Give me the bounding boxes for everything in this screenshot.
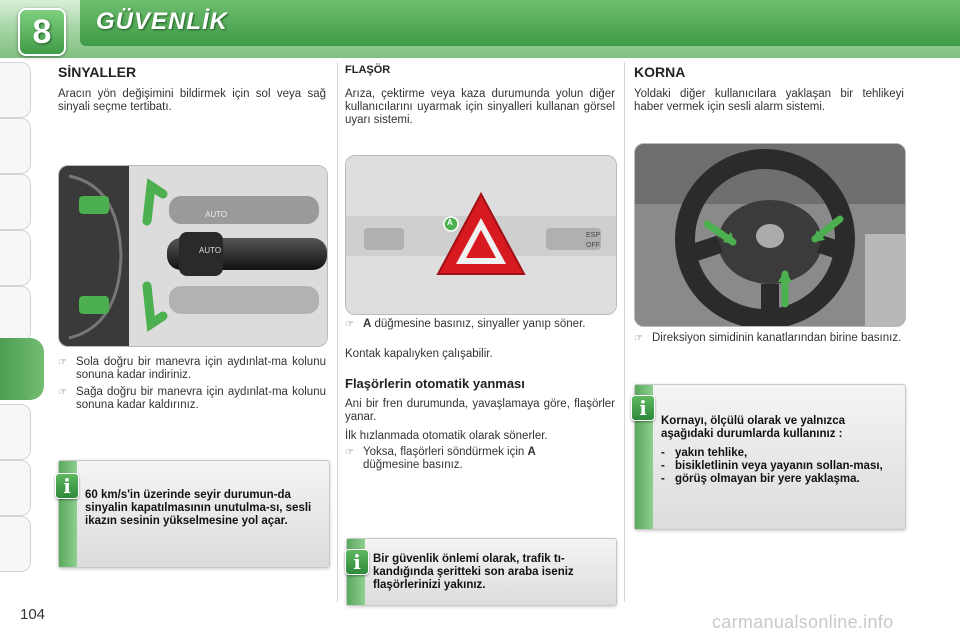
info-i-icon: i: [631, 395, 655, 421]
marker-label: A: [447, 218, 453, 227]
info-title: Kornayı, ölçülü olarak ve yalnızca aşağıdaki durumlarda kullanınız :: [661, 415, 846, 440]
info-text: 60 km/s'in üzerinde seyir durumun-da sinyalin kapatılmasının unutulma-sı, sesli ikazın sesinin yükselmesine yol açar.: [85, 489, 312, 527]
page-title: GÜVENLİK: [96, 8, 229, 35]
watermark: carmanualsonline.info: [712, 612, 894, 632]
info-i-icon: i: [55, 473, 79, 499]
photo-label: AUTO: [205, 210, 228, 219]
list-item: - görüş olmayan bir yere yaklaşma.: [661, 473, 860, 485]
list-item: - bisikletlinin veya yayanın sollan-ması,: [661, 460, 883, 472]
korna-intro: Yoldaki diğer kullanıcılara yaklaşan bir tehlikeyi haber vermek için sesli alarm sistemi.: [634, 88, 904, 113]
pointing-hand-icon: ☞: [58, 387, 67, 398]
info-i-icon: i: [345, 549, 369, 575]
pointing-hand-icon: ☞: [345, 319, 354, 330]
sinyaller-intro: Aracın yön değişimini bildirmek için sol veya sağ sinyali seçme tertibatı.: [58, 88, 326, 113]
info-box: [346, 538, 617, 606]
info-box: [58, 460, 330, 568]
chapter-tab[interactable]: [0, 460, 31, 516]
chapter-tab[interactable]: [0, 174, 31, 230]
list-item: ☞ Sağa doğru bir manevra için aydınlat-ma kolunu sonuna kadar kaldırınız.: [58, 386, 326, 411]
photo-label: ESP: [586, 232, 601, 239]
info-text: Bir güvenlik önlemi olarak, trafik tı-kandığında şeritteki son araba iseniz flaşörlerinizi yakınız.: [373, 553, 574, 591]
photo-label: OFF: [586, 242, 600, 249]
button-a-label: A: [363, 318, 372, 330]
list-item: ☞ Yoksa, flaşörleri söndürmek için A düğmesine basınız.: [345, 446, 536, 471]
info-list: [661, 447, 897, 486]
pointing-hand-icon: ☞: [58, 357, 67, 368]
chapter-tab[interactable]: [0, 404, 31, 460]
chapter-tab[interactable]: [0, 62, 31, 118]
section-heading-korna: KORNA: [634, 64, 686, 80]
turn-signal-illustration: [59, 166, 327, 346]
chapter-tab[interactable]: [0, 230, 31, 286]
pointing-hand-icon: ☞: [345, 447, 354, 458]
turn-signal-photo: [58, 165, 328, 347]
steering-wheel-photo: [634, 143, 906, 327]
chapter-badge: [18, 8, 66, 56]
chapter-tab[interactable]: [0, 286, 31, 342]
chapter-tab-active[interactable]: [0, 338, 44, 400]
photo-label: AUTO: [199, 246, 222, 255]
pointing-hand-icon: ☞: [634, 333, 643, 344]
auto-hazard-heading: Flaşörlerin otomatik yanması: [345, 376, 525, 391]
column-divider: [337, 62, 338, 602]
flasor-intro: Arıza, çektirme veya kaza durumunda yolun diğer kullanıcılarını uyarmak için sinyalleri kullanan görsel uyarı sistemi.: [345, 88, 615, 126]
section-heading-flasor: FLAŞÖR: [345, 64, 391, 76]
section-heading-sinyaller: SİNYALLER: [58, 64, 137, 80]
column-divider: [624, 62, 625, 602]
hazard-illustration: [346, 156, 616, 314]
chapter-tab[interactable]: [0, 118, 31, 174]
ignition-note: Kontak kapalıyken çalışabilir.: [345, 348, 493, 360]
page-number: 104: [20, 606, 46, 623]
list-item: ☞ A düğmesine basınız, sinyaller yanıp söner.: [345, 318, 586, 330]
chapter-tab[interactable]: [0, 516, 31, 572]
info-box: [634, 384, 906, 530]
list-item: ☞ Sola doğru bir manevra için aydınlat-ma kolunu sonuna kadar indiriniz.: [58, 356, 326, 381]
list-item: - yakın tehlike,: [661, 447, 748, 459]
chapter-number: 8: [32, 13, 52, 51]
steering-wheel-illustration: [635, 144, 905, 326]
hazard-button-photo: [345, 155, 617, 315]
auto-hazard-para: Ani bir fren durumunda, yavaşlamaya göre, flaşörler yanar.: [345, 398, 615, 423]
auto-hazard-para2: İlk hızlanmada otomatik olarak sönerler.: [345, 430, 548, 442]
list-item: ☞ Direksiyon simidinin kanatlarından birine basınız.: [634, 332, 902, 344]
